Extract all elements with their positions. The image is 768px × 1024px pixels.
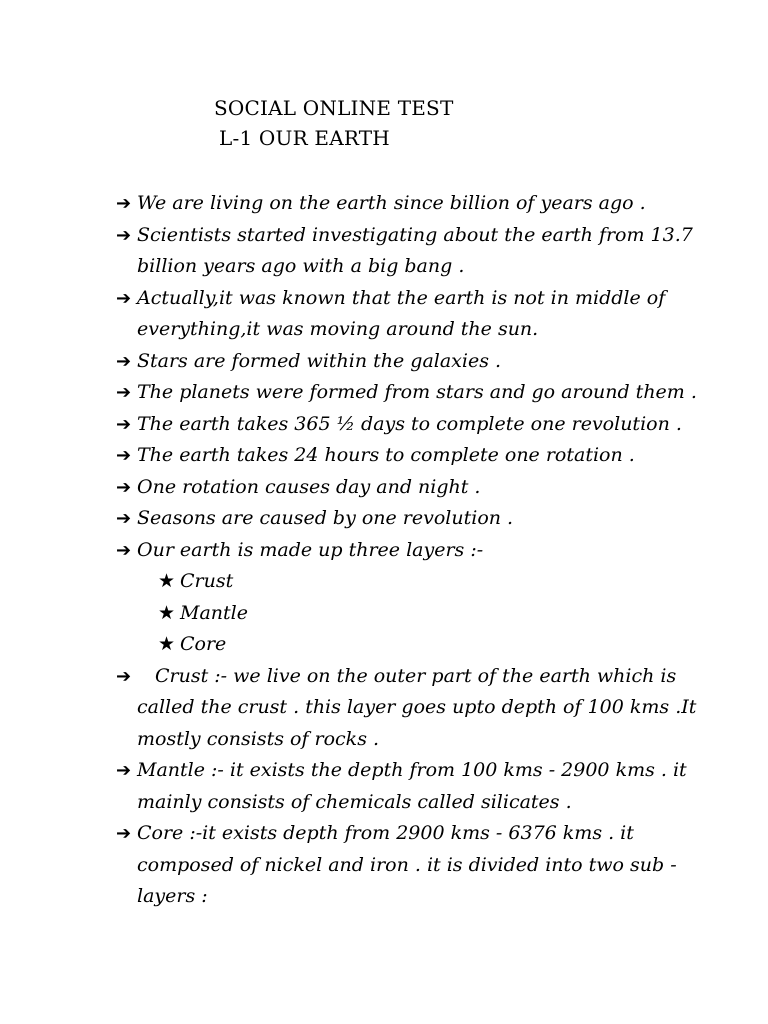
notes-list (116, 188, 726, 913)
list-item (116, 503, 726, 535)
note-text: Seasons are caused by one revolution . (137, 507, 514, 529)
mantle-detail-text: Mantle :- it exists the depth from 100 kms - 2900 kms . it mainly consists of chemicals called silicates . (137, 759, 687, 813)
star-bullet-icon: ★ (158, 601, 176, 624)
note-text: The earth takes 365 ½ days to complete one revolution . (137, 412, 682, 435)
note-text: Actually,it was known that the earth is not in middle of everything,it was moving around the sun. (137, 286, 666, 340)
note-text: The planets were formed from stars and go around them . (137, 381, 697, 403)
arrow-bullet-icon: ➔ (116, 413, 132, 435)
arrow-bullet-icon: ➔ (116, 445, 132, 466)
arrow-bullet-icon: ➔ (116, 224, 132, 246)
note-text: The earth takes 24 hours to complete one rotation . (137, 444, 635, 466)
list-item (116, 440, 726, 472)
list-item-mantle-detail (116, 755, 726, 818)
list-item (116, 472, 726, 504)
arrow-bullet-icon: ➔ (116, 287, 132, 309)
arrow-bullet-icon: ➔ (116, 382, 132, 403)
list-item (116, 346, 726, 378)
star-bullet-icon: ★ (158, 633, 176, 655)
arrow-bullet-icon: ➔ (116, 539, 132, 561)
crust-detail-text: Crust :- we live on the outer part of the earth which is called the crust . this layer goes upto depth of 100 kms .It mostly consists of rocks . (137, 664, 697, 750)
list-item (116, 535, 726, 567)
note-text: Our earth is made up three layers :- (137, 538, 484, 561)
list-item (116, 409, 726, 441)
layer-item-crust (116, 566, 726, 598)
list-item-crust-detail (116, 661, 726, 756)
list-item-core-detail (116, 818, 726, 913)
arrow-bullet-icon: ➔ (116, 665, 132, 687)
layer-label: Mantle (180, 601, 248, 624)
lesson-title: L-1 OUR EARTH (219, 126, 390, 150)
list-item (116, 220, 726, 283)
note-text: We are living on the earth since billion of years ago . (137, 192, 646, 214)
list-item (116, 283, 726, 346)
note-text (137, 661, 726, 756)
layer-label: Crust (180, 570, 234, 592)
layer-item-mantle (116, 598, 726, 630)
arrow-bullet-icon: ➔ (116, 193, 132, 214)
arrow-bullet-icon: ➔ (116, 760, 132, 781)
list-item (116, 377, 726, 409)
arrow-bullet-icon: ➔ (116, 823, 132, 844)
core-detail-text: Core :-it exists depth from 2900 kms - 6376 kms . it composed of nickel and iron . it is divided into two sub - layers : (137, 822, 677, 907)
document-header (214, 93, 454, 153)
note-text: Stars are formed within the galaxies . (137, 349, 502, 372)
list-item (116, 188, 726, 220)
star-bullet-icon: ★ (158, 570, 176, 592)
note-text: One rotation causes day and night . (137, 475, 481, 498)
arrow-bullet-icon: ➔ (116, 476, 132, 498)
layer-label: Core (180, 633, 227, 655)
arrow-bullet-icon: ➔ (116, 508, 132, 529)
arrow-bullet-icon: ➔ (116, 350, 132, 372)
layer-item-core (116, 629, 726, 661)
note-text: Scientists started investigating about the earth from 13.7 billion years ago with a big bang . (137, 223, 693, 277)
page-title: SOCIAL ONLINE TEST (214, 96, 454, 120)
